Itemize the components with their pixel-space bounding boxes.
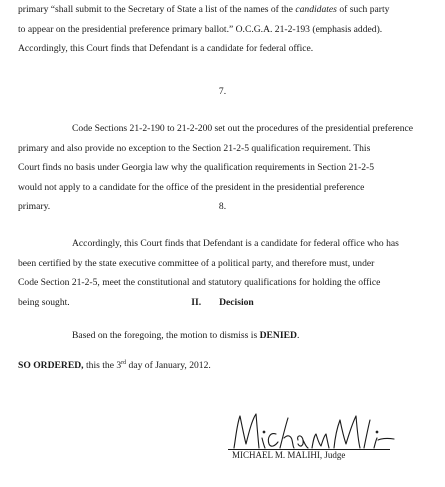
line: would not apply to a candidate for the office of the president in the presidential preference <box>18 181 365 193</box>
section-heading <box>0 297 445 308</box>
paragraph-ballot-statute <box>18 0 430 59</box>
line: Code Sections 21-2-190 to 21-2-200 set out the procedures of the presidential preference <box>72 123 414 134</box>
section-number: II. <box>191 297 202 308</box>
so-ordered-line: SO ORDERED, this the 3rd day of January, 2012. <box>18 359 211 371</box>
line: Accordingly, this Court finds that Defendant is a candidate for federal office. <box>18 43 314 54</box>
paragraph-number-7: 7. <box>218 86 227 97</box>
line: Code Section 21-2-5, meet the constitutional and statutory qualifications for holding the office <box>18 277 381 288</box>
line: being sought. <box>18 296 70 308</box>
emphasis-candidates: candidates <box>295 4 337 15</box>
line: to appear on the presidential preference primary ballot.” O.C.G.A. 21-2-193 (emphasis added). <box>18 23 383 35</box>
section-title: Decision <box>219 297 254 308</box>
ruling-denied: DENIED <box>259 330 297 341</box>
paragraph-number-8: 8. <box>218 201 227 212</box>
line: primary “shall submit to the Secretary of State a list of the names of the <box>18 4 296 15</box>
so-ordered-label: SO ORDERED, <box>18 360 84 371</box>
line: primary. <box>18 201 51 212</box>
line: of such party <box>336 4 390 15</box>
judge-name: MICHAEL M. MALIHI, Judge <box>232 450 346 460</box>
line: Accordingly, this Court finds that Defendant is a candidate for federal office who has <box>72 238 399 249</box>
ruling-paragraph: Based on the foregoing, the motion to dismiss is DENIED. <box>72 330 300 341</box>
line: Court finds no basis under Georgia law why the qualification requirements in Section 21-2-5 <box>18 162 375 173</box>
ruling-text: Based on the foregoing, the motion to dismiss is <box>72 330 260 341</box>
line: been certified by the state executive committee of a political party, and therefore must, under <box>18 257 375 269</box>
ordinal-suffix: rd <box>121 359 127 366</box>
line: primary and also provide no exception to the Section 21-2-5 qualification requirement. This <box>18 142 371 154</box>
